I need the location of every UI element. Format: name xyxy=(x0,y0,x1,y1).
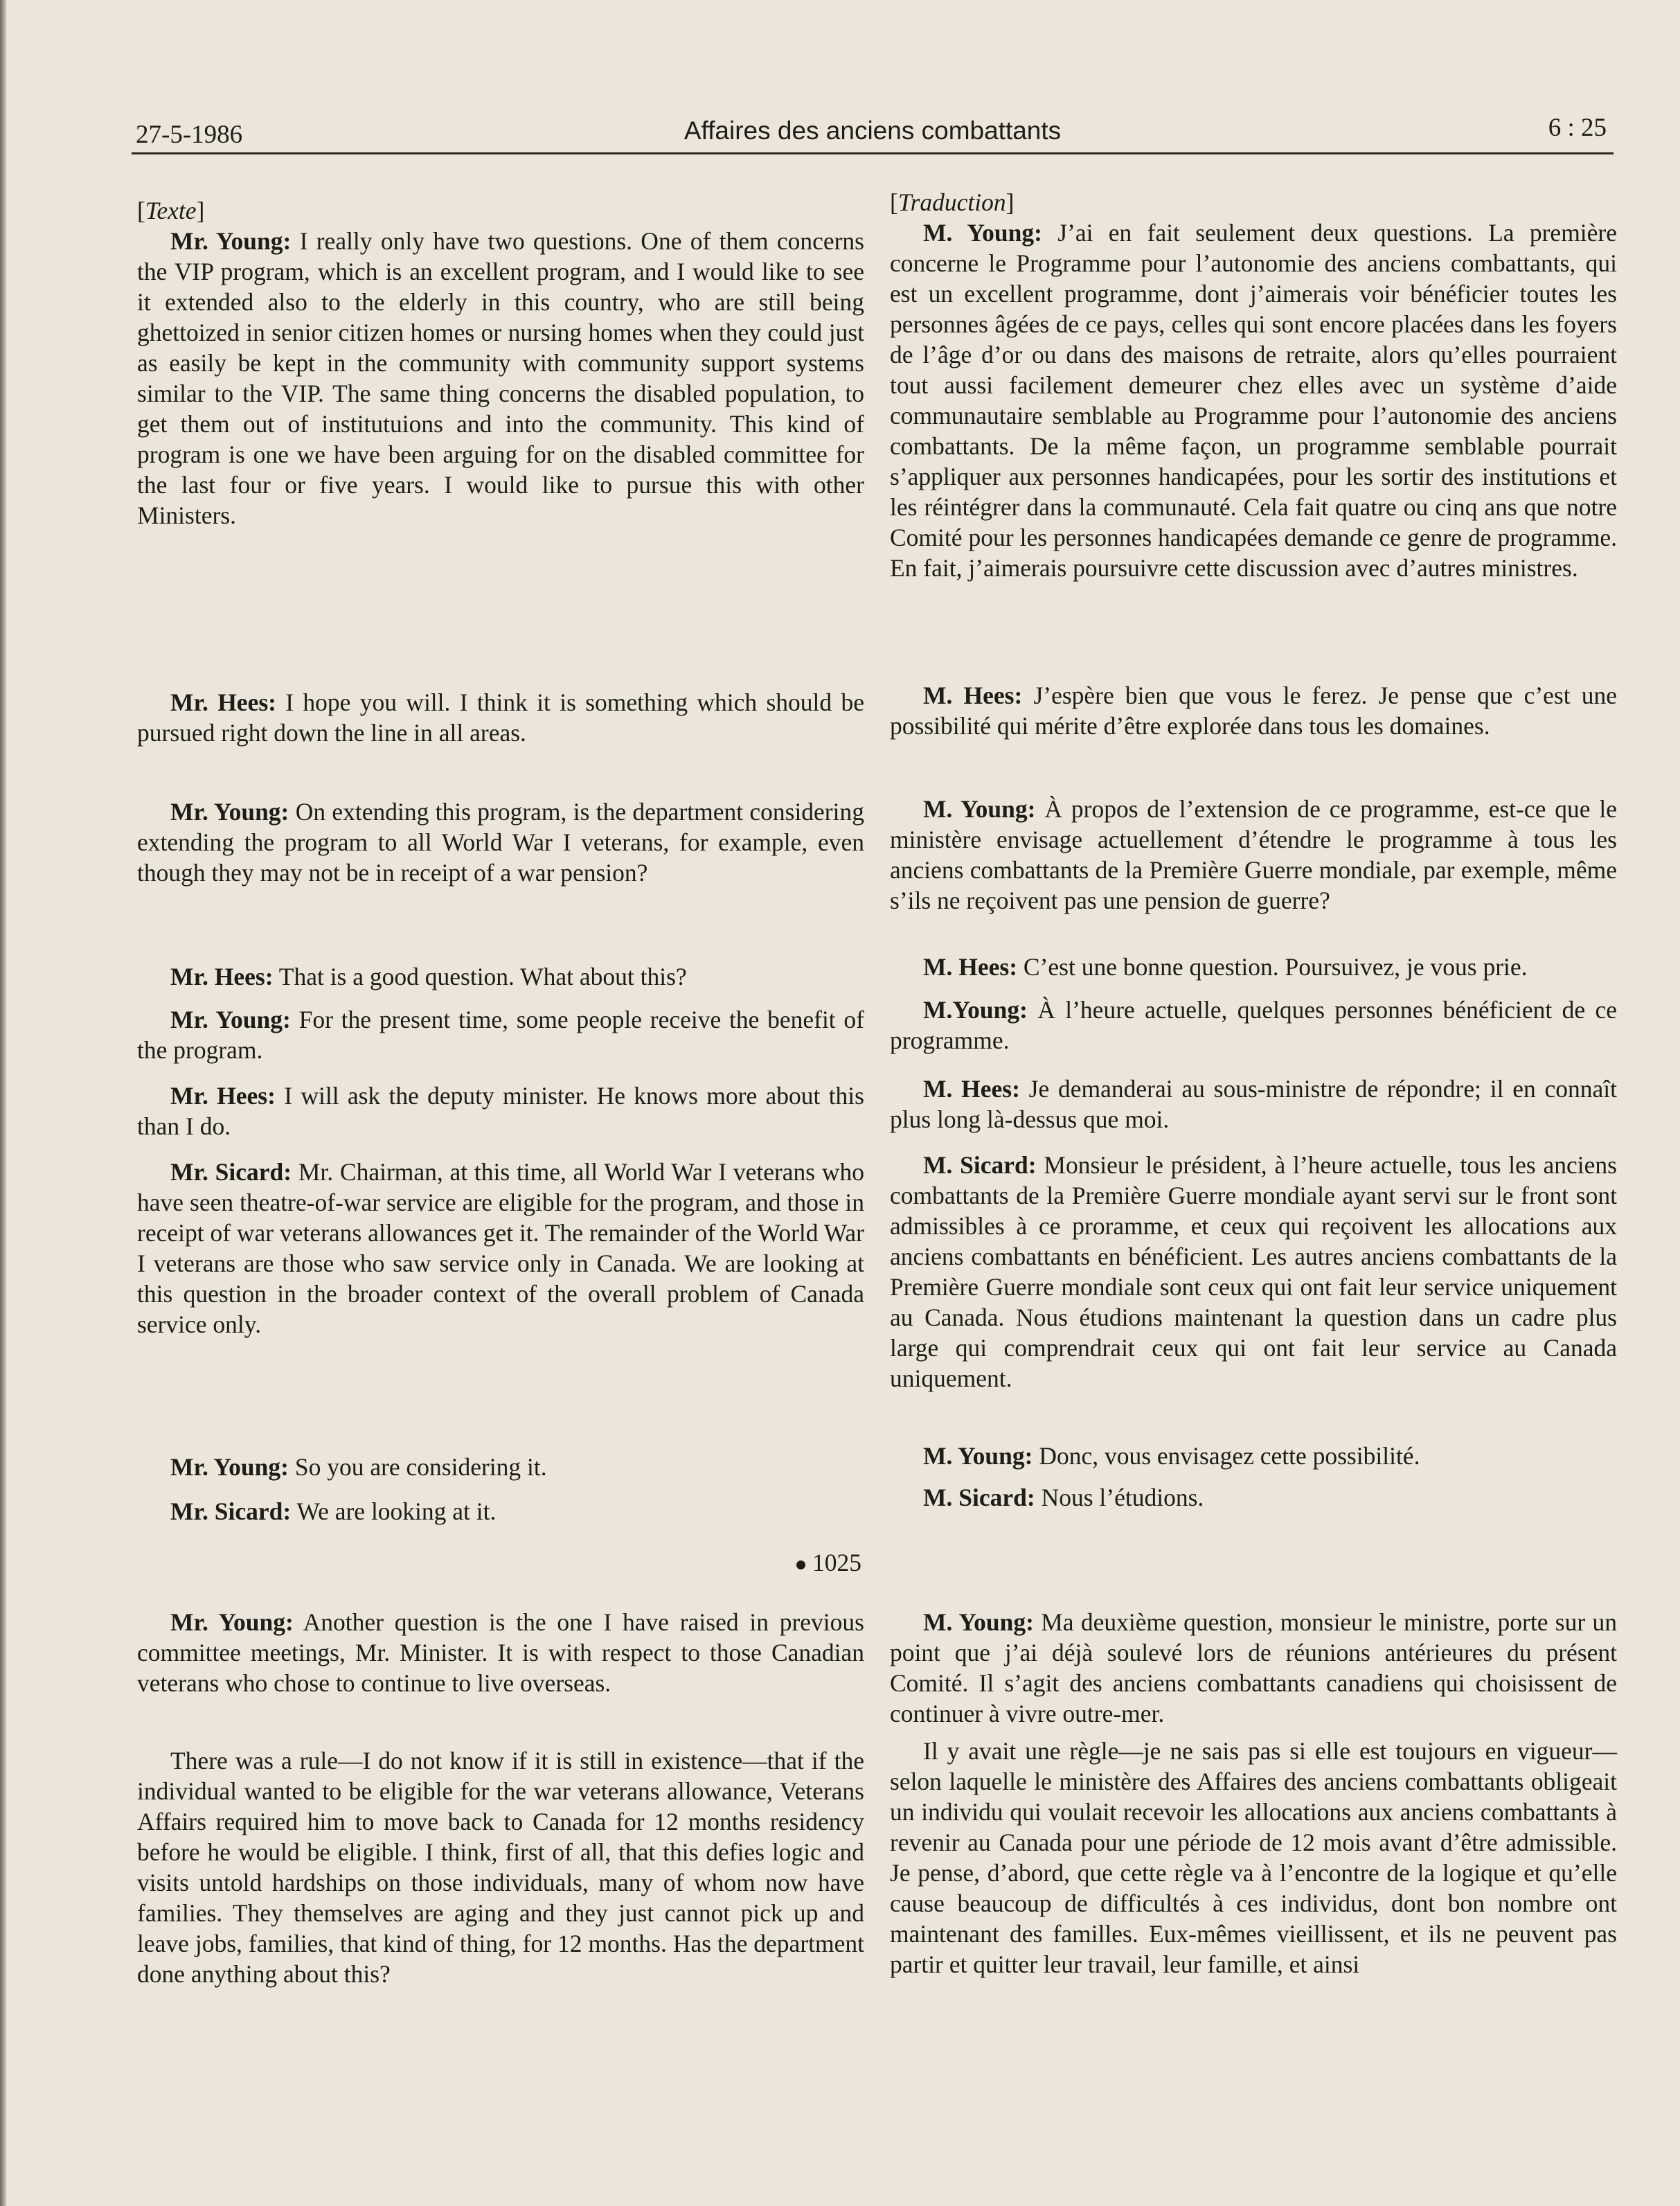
timestamp-text: 1025 xyxy=(812,1549,861,1576)
speaker-name: Mr. Young: xyxy=(170,1608,294,1636)
speech-text: J’espère bien que vous le ferez. Je pense que c’est une possibilité qui mérite d’être explorée dans tous les domaines. xyxy=(890,682,1617,740)
paragraph xyxy=(137,1745,864,1989)
header-page-number: 6 : 25 xyxy=(1548,114,1607,142)
speaker-name: M. Young: xyxy=(923,219,1042,247)
speech-text: I will ask the deputy minister. He knows more about this than I do. xyxy=(137,1082,864,1140)
paragraph xyxy=(137,1004,864,1065)
paragraph xyxy=(890,1607,1617,1729)
speaker-name: Mr. Young: xyxy=(170,1006,291,1033)
speech-text: So you are considering it. xyxy=(288,1453,547,1481)
speaker-name: M. Hees: xyxy=(923,953,1018,981)
paragraph xyxy=(137,961,864,992)
speech-text: Il y avait une règle—je ne sais pas si elle est toujours en vigueur—selon laquelle le ministère des Affaires des anciens combattants obligeait un individu qui voulait recevoir les allocations aux anciens combattants à revenir au Canada pour une période de 12 mois avant d’être admissible. Je pense, d’abord, que cette règle va à l’encontre de la logique et qu’elle cause beaucoup de difficultés à ces individus, dont bon nombre ont maintenant des familles. Eux-mêmes vieillissent, et ils ne peuvent pas partir et quitter leur travail, leur famille, et ainsi xyxy=(890,1737,1617,1978)
paragraph xyxy=(890,1074,1617,1135)
speech-text: J’ai en fait seulement deux questions. La première concerne le Programme pour l’autonomie des anciens combattants, qui est un excellent programme, dont j’aimerais voir bénéficier toutes les personnes âgées de ce pays, celles qui sont encore placées dans les foyers de l’âge d’or ou dans des maisons de retraite, alors qu’elles pourraient tout aussi facilement demeurer chez elles avec un système d’aide communautaire semblable au Programme pour l’autonomie des anciens combattants. De la même façon, un programme semblable pourrait s’appliquer aux personnes handicapées, pour les sortir des institutions et les réintégrer dans la communauté. Cela fait quatre ou cinq ans que notre Comité pour les personnes handicapées demande ce genre de programme. En fait, j’aimerais poursuivre cette discussion avec d’autres ministres. xyxy=(890,219,1618,582)
speaker-name: M. Young: xyxy=(923,795,1036,823)
speech-text: I hope you will. I think it is something which should be pursued right down the line in all areas. xyxy=(137,688,864,747)
page-header xyxy=(132,104,1614,154)
paragraph xyxy=(890,1736,1617,1980)
paragraph xyxy=(890,1482,1617,1513)
paragraph xyxy=(890,952,1617,982)
speaker-name: M. Sicard: xyxy=(923,1484,1035,1511)
speaker-name: M. Sicard: xyxy=(923,1151,1037,1179)
section-label: [Traduction] xyxy=(890,188,1015,216)
paragraph xyxy=(137,1452,864,1482)
header-date: 27-5-1986 xyxy=(136,121,243,149)
speech-text: À l’heure actuelle, quelques personnes bénéficient de ce programme. xyxy=(890,996,1617,1054)
speech-text: C’est une bonne question. Poursuivez, je vous prie. xyxy=(1017,953,1528,981)
speaker-name: M. Young: xyxy=(923,1442,1033,1470)
speaker-name: M. Hees: xyxy=(923,682,1023,709)
speech-text: Monsieur le président, à l’heure actuelle, tous les anciens combattants de la Première Guerre mondiale ayant servi sur le front sont admissibles à ce proramme, et ceux qui reçoivent les allocations aux anciens combattants en bénéficient. Les autres anciens combattants de la Première Guerre mondiale sont ceux qui ont fait leur service uniquement au Canada. Nous étudions maintenant la question dans un cadre plus large qui comprendrait ceux qui ont fait leur service au Canada uniquement. xyxy=(890,1151,1617,1392)
speaker-name: M. Young: xyxy=(923,1608,1034,1636)
speaker-name: Mr. Hees: xyxy=(170,1082,276,1110)
speaker-name: M.Young: xyxy=(923,996,1028,1024)
speech-text: Nous l’étudions. xyxy=(1035,1484,1204,1511)
paragraph xyxy=(137,1607,864,1698)
speech-text: That is a good question. What about this? xyxy=(273,963,687,990)
speech-text: Donc, vous envisagez cette possibilité. xyxy=(1033,1442,1420,1470)
speech-text: There was a rule—I do not know if it is still in existence—that if the individual wanted to be eligible for the war veterans allowance, Veterans Affairs required him to move back to Canada for 12 months residency before he would be eligible. I think, first of all, that this defies logic and visits untold hardships on those individuals, many of whom now have families. They themselves are aging and they just cannot pick up and leave jobs, families, that kind of thing, for 12 months. Has the department done anything about this? xyxy=(137,1747,864,1988)
speaker-name: Mr. Sicard: xyxy=(170,1497,292,1525)
timestamp-marker xyxy=(796,1547,861,1578)
speaker-name: Mr. Young: xyxy=(170,227,292,255)
speech-text: Another question is the one I have raised in previous committee meetings, Mr. Minister. It is with respect to those Canadian veterans who chose to continue to live overseas. xyxy=(137,1608,864,1697)
speaker-name: Mr. Hees: xyxy=(170,688,276,716)
paragraph xyxy=(890,995,1617,1056)
speech-text: À propos de l’extension de ce programme, est-ce que le ministère envisage actuellement d’étendre le programme à tous les anciens combattants de la Première Guerre mondiale, par exemple, même s’ils ne reçoivent pas une pension de guerre? xyxy=(890,795,1617,914)
speaker-name: Mr. Hees: xyxy=(170,963,274,990)
header-title: Affaires des anciens combattants xyxy=(683,116,1062,145)
paragraph xyxy=(890,217,1617,583)
paragraph xyxy=(137,1157,864,1340)
speech-text: Mr. Chairman, at this time, all World War I veterans who have seen theatre-of-war service are eligible for the program, and those in receipt of war veterans allowances get it. The remainder of the World War I veterans are those who saw service only in Canada. We are looking at this question in the broader context of the overall problem of Canada service only. xyxy=(137,1158,864,1338)
paragraph xyxy=(890,794,1617,916)
paragraph xyxy=(137,226,864,531)
speaker-name: Mr. Sicard: xyxy=(170,1158,292,1186)
paragraph xyxy=(137,1496,864,1527)
paragraph xyxy=(137,1080,864,1141)
section-label: [Texte] xyxy=(137,197,205,224)
speech-text: For the present time, some people receive the benefit of the program. xyxy=(137,1006,864,1064)
page-binding-edge xyxy=(0,0,7,2206)
speaker-name: M. Hees: xyxy=(923,1075,1020,1103)
speech-text: On extending this program, is the department considering extending the program to all World War I veterans, for example, even though they may not be in receipt of a war pension? xyxy=(137,798,864,887)
paragraph xyxy=(890,680,1617,741)
paragraph xyxy=(137,687,864,748)
speech-text: We are looking at it. xyxy=(291,1497,497,1525)
section-label-text: Traduction xyxy=(897,188,1006,216)
speech-text: I really only have two questions. One of them concerns the VIP program, which is an excellent program, and I would like to see it extended also to the elderly in this country, who are still being ghettoized in senior citizen homes or nursing homes when they could just as easily be kept in the community with community support systems similar to the VIP. The same thing concerns the disabled population, to get them out of institutuions and into the community. This kind of program is one we have been arguing for on the disabled committee for the last four or five years. I would like to pursue this with other Ministers. xyxy=(137,227,864,529)
speech-text: Ma deuxième question, monsieur le ministre, porte sur un point que j’ai déjà soulevé lors de réunions antérieures du présent Comité. Il s’agit des anciens combattants canadiens qui choisissent de continuer à vivre outre-mer. xyxy=(890,1608,1617,1727)
paragraph xyxy=(137,797,864,888)
paragraph xyxy=(890,1150,1617,1394)
speaker-name: Mr. Young: xyxy=(170,1453,289,1481)
section-label-text: Texte xyxy=(145,197,197,224)
speaker-name: Mr. Young: xyxy=(170,798,289,826)
speech-text: Je demanderai au sous-ministre de répondre; il en connaît plus long là-dessus que moi. xyxy=(890,1075,1617,1133)
bullet-icon xyxy=(796,1560,805,1569)
paragraph xyxy=(890,1441,1617,1471)
